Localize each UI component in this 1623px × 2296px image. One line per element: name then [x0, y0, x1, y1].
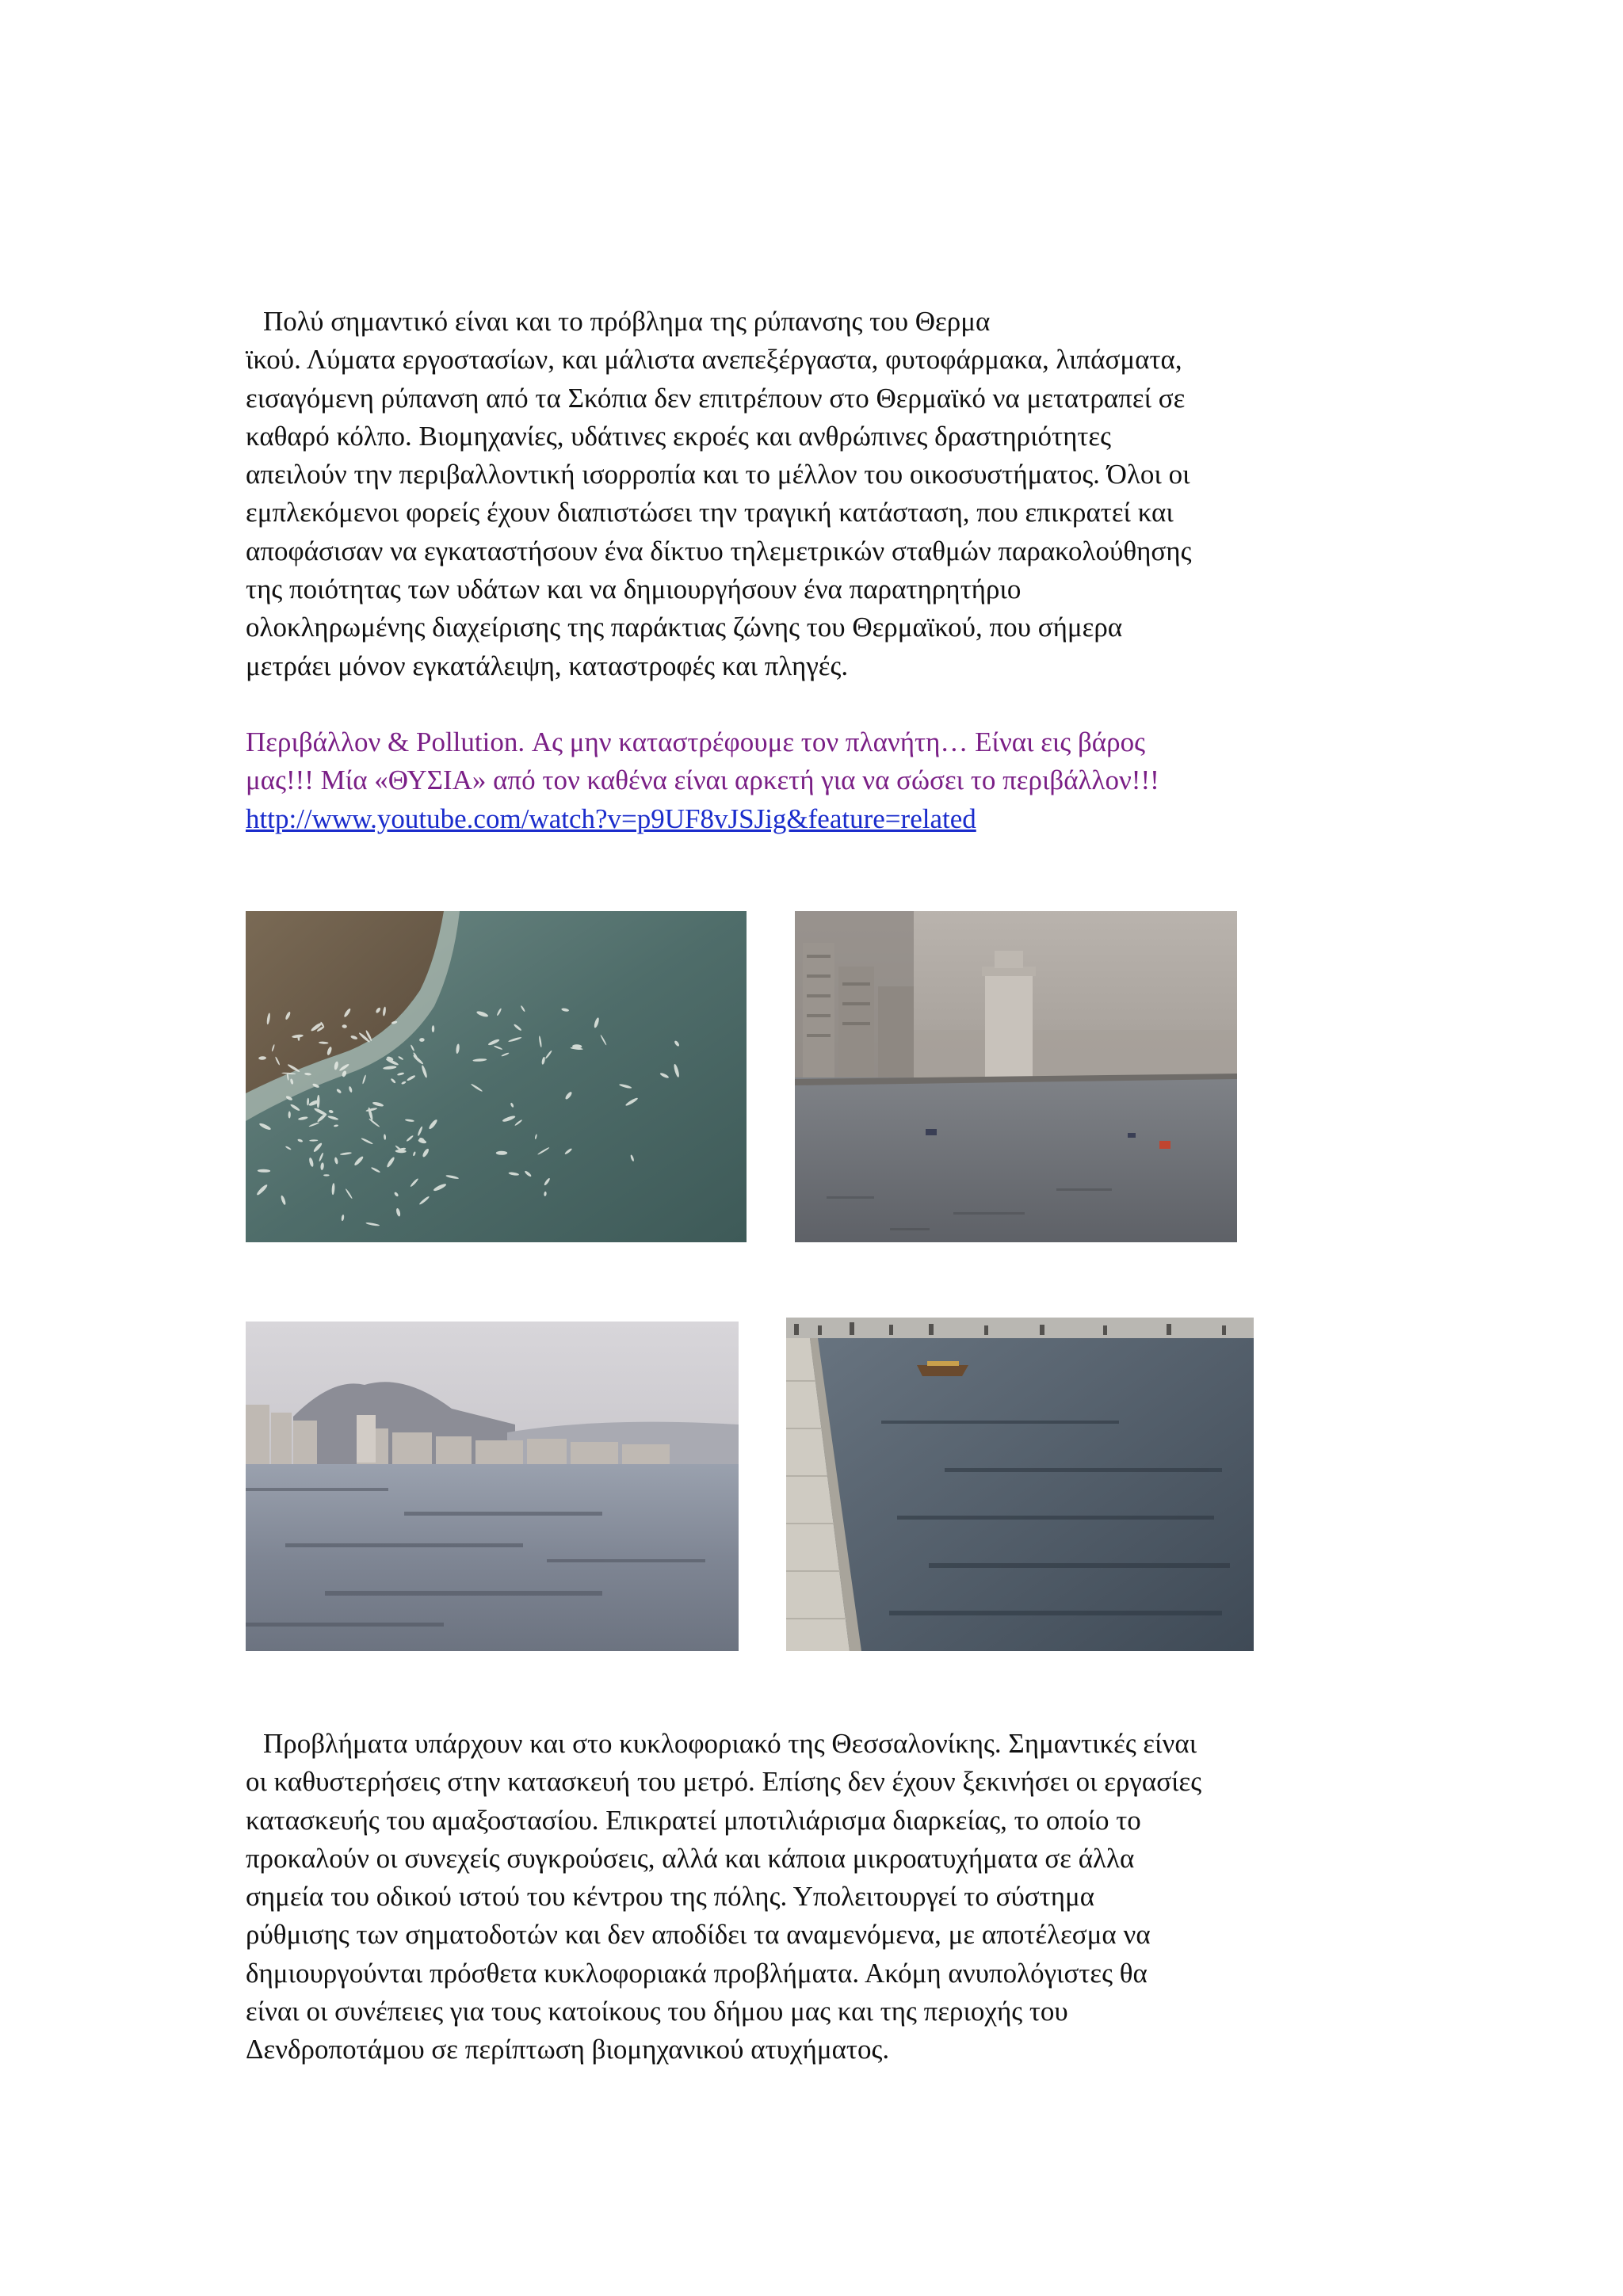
- text-line: δημιουργούνται πρόσθετα κυκλοφοριακά προβλήματα. Ακόμη ανυπολόγιστες θα: [246, 1957, 1148, 1989]
- text-line: μας!!! Μία «ΘΥΣΙΑ» από τον καθένα είναι αρκετή για να σώσει το περιβάλλον!!!: [246, 765, 1159, 796]
- photo-white-tower: [795, 911, 1237, 1242]
- youtube-link[interactable]: http://www.youtube.com/watch?v=p9UF8vJSJig&feature=related: [246, 803, 976, 834]
- text-line: Προβλήματα υπάρχουν και στο κυκλοφοριακό της Θεσσαλονίκης. Σημαντικές είναι: [263, 1728, 1197, 1759]
- text-line: κατασκευής του αμαξοστασίου. Επικρατεί μποτιλιάρισμα διαρκείας, το οποίο το: [246, 1804, 1141, 1836]
- text-line: σημεία του οδικού ιστού του κέντρου της πόλης. Υπολειτουργεί το σύστημα: [246, 1881, 1095, 1913]
- text-line: είναι οι συνέπειες για τους κατοίκους του δήμου μας και της περιοχής του: [246, 1996, 1068, 2027]
- text-line: Δενδροποτάμου σε περίπτωση βιομηχανικού ατυχήματος.: [246, 2034, 890, 2065]
- paragraph-traffic: [246, 1725, 1387, 2069]
- text-line: Πολύ σημαντικό είναι και το πρόβλημα της ρύπανσης του Θερμα: [263, 306, 991, 337]
- text-line: ολοκληρωμένης διαχείρισης της παράκτιας ζώνης του Θερμαϊκού, που σήμερα: [246, 612, 1123, 643]
- photo-waterfront-pier: [786, 1318, 1254, 1651]
- paragraph-pollution: [246, 303, 1387, 685]
- text-line: Περιβάλλον & Pollution. Ας μην καταστρέφουμε τον πλανήτη… Είναι εις βάρος: [246, 727, 1145, 757]
- text-line: της ποιότητας των υδάτων και να δημιουργήσουν ένα παρατηρητήριο: [246, 574, 1022, 605]
- photo-thessaloniki-bay: [246, 1322, 739, 1651]
- text-line: προκαλούν οι συνεχείς συγκρούσεις, αλλά και κάποια μικροατυχήματα σε άλλα: [246, 1842, 1135, 1874]
- text-line: ρύθμισης των σηματοδοτών και δεν αποδίδει τα αναμενόμενα, με αποτέλεσμα να: [246, 1919, 1151, 1951]
- text-line: καθαρό κόλπο. Βιομηχανίες, υδάτινες εκροές και ανθρώπινες δραστηριότητες: [246, 420, 1111, 452]
- paragraph-environment-slogan: [246, 723, 1387, 838]
- text-line: εμπλεκόμενοι φορείς έχουν διαπιστώσει την τραγική κατάσταση, που επικρατεί και: [246, 497, 1174, 528]
- text-line: εισαγόμενη ρύπανση από τα Σκόπια δεν επιτρέπουν στο Θερμαϊκό να μετατραπεί σε: [246, 382, 1186, 414]
- text-line: μετράει μόνον εγκατάλειψη, καταστροφές και πληγές.: [246, 650, 849, 681]
- photo-dead-fish: [246, 911, 747, 1242]
- text-line: απειλούν την περιβαλλοντική ισορροπία και το μέλλον του οικοσυστήματος. Όλοι οι: [246, 459, 1190, 490]
- text-line: ϊκού. Λύματα εργοστασίων, και μάλιστα ανεπεξέργαστα, φυτοφάρμακα, λιπάσματα,: [246, 344, 1182, 376]
- text-line: οι καθυστερήσεις στην κατασκευή του μετρό. Επίσης δεν έχουν ξεκινήσει οι εργασίες: [246, 1766, 1202, 1798]
- text-line: αποφάσισαν να εγκαταστήσουν ένα δίκτυο τηλεμετρικών σταθμών παρακολούθησης: [246, 535, 1192, 566]
